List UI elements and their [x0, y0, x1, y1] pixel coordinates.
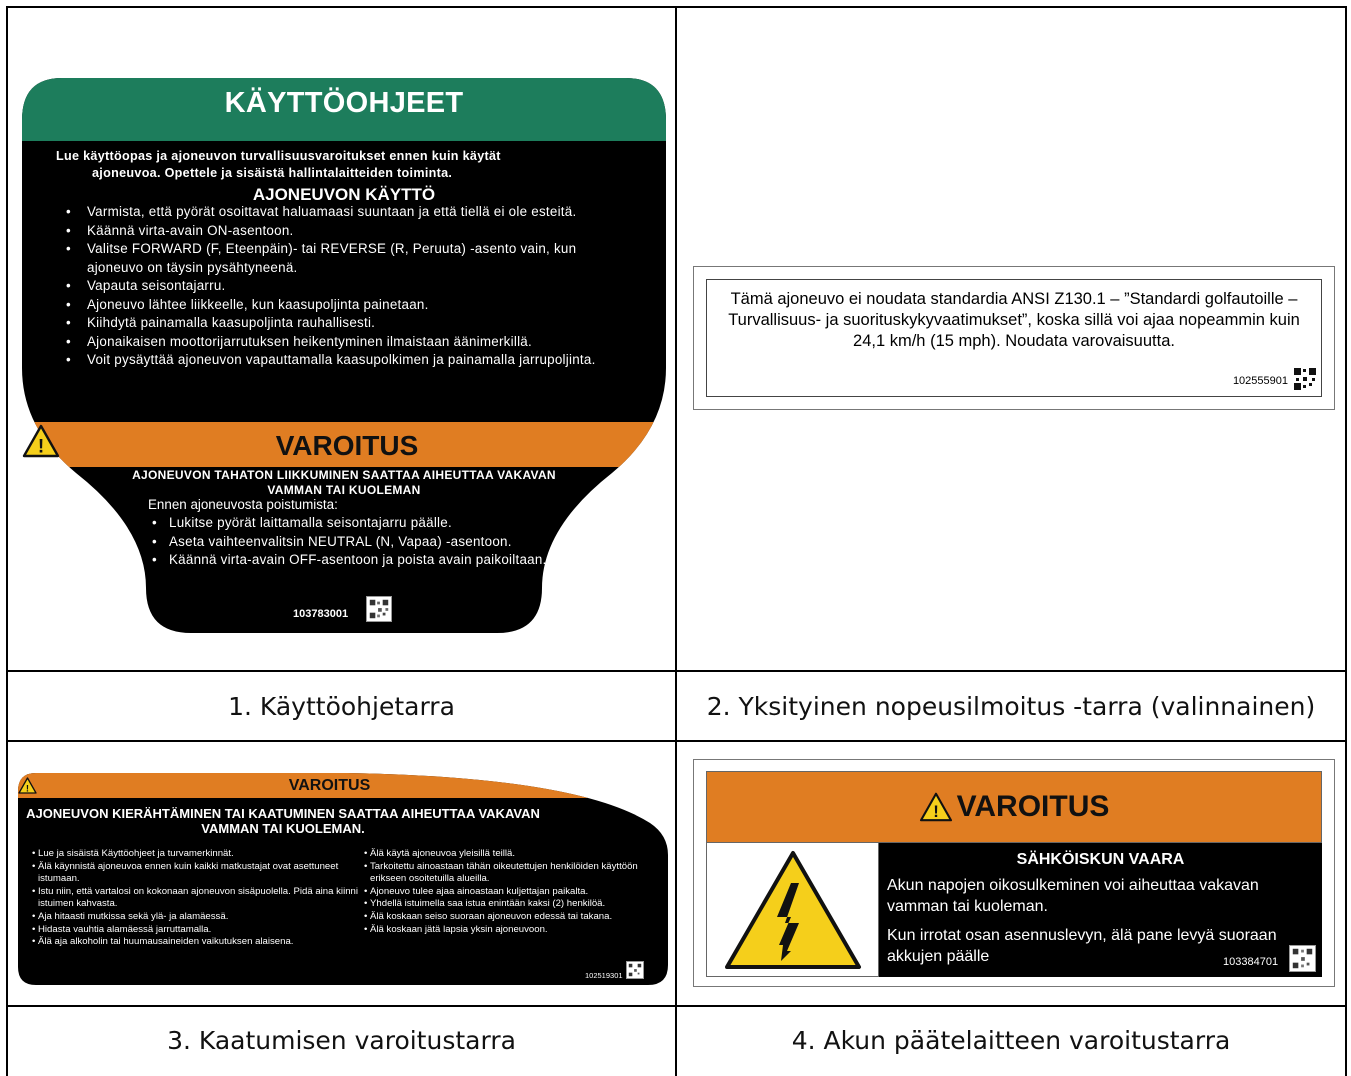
operating-steps-list: [66, 203, 606, 370]
list-item: • Lue ja sisäistä Käyttöohjeet ja turvamerkinnät.: [32, 848, 372, 861]
intro-line: Lue käyttöopas ja ajoneuvon turvallisuusvaroitukset ennen kuin käytät: [56, 149, 501, 163]
list-item: • Valitse FORWARD (F, Eteenpäin)- tai REVERSE (R, Peruuta) -asento vain, kun ajoneuvo on täysin pysähtyneenä.: [66, 240, 606, 277]
list-item: • Hidasta vauhtia alamäessä jarruttamalla.: [32, 924, 372, 937]
list-item: • Voit pysäyttää ajoneuvon vapauttamalla kaasupolkimen ja painamalla jarrupoljinta.: [66, 351, 606, 370]
part-number: 102519301: [585, 971, 623, 980]
warning-triangle-icon: [18, 777, 37, 794]
list-item: • Ajoneuvo lähtee liikkeelle, kun kaasupoljinta painetaan.: [66, 296, 606, 315]
battery-terminal-decal: [693, 759, 1335, 987]
warning-triangle-icon: [919, 792, 953, 822]
svg-text:!: !: [932, 802, 939, 822]
warning-triangle-icon: [22, 424, 60, 458]
part-number: 103783001: [293, 608, 349, 620]
qr-code-icon: [1289, 945, 1316, 972]
decal-title: KÄYTTÖOHJEET: [224, 87, 464, 119]
list-item: • Kiihdytä painamalla kaasupoljinta rauhallisesti.: [66, 314, 606, 333]
decal-subtitle: AJONEUVON KÄYTTÖ: [252, 185, 436, 204]
part-number: 103384701: [1223, 956, 1279, 968]
list-item: • Älä käytä ajoneuvoa yleisillä teillä.: [364, 848, 654, 861]
table-border-right: [1345, 6, 1347, 1076]
table-divider-vertical: [675, 6, 677, 1076]
rollover-rules-left: [32, 848, 372, 949]
hazard-text: Akun napojen oikosulkeminen voi aiheuttaa vakavan vamman tai kuoleman.: [887, 877, 1259, 915]
list-item: • Käännä virta-avain ON-asentoon.: [66, 222, 606, 241]
list-item: • Yhdellä istuimella saa istua enintään kaksi (2) henkilöä.: [364, 898, 654, 911]
list-item: • Tarkoitettu ainoastaan tähän oikeutettujen henkilöiden käyttöön erikseen osoitetuilla alueilla.: [364, 861, 654, 886]
operating-instructions-decal: [22, 78, 666, 633]
warning-banner: [706, 771, 1322, 843]
list-item: • Istu niin, että vartalosi on kokonaan ajoneuvon sisäpuolella. Pidä aina kiinni istuimen kahvasta.: [32, 886, 372, 911]
electric-shock-panel: [706, 843, 879, 977]
part-number: 102555901: [1232, 375, 1288, 387]
caption-4: 4. Akun päätelaitteen varoitustarra: [791, 1026, 1231, 1055]
warning-word: VAROITUS: [956, 790, 1110, 823]
caption-2: 2. Yksityinen nopeusilmoitus -tarra (valinnainen): [706, 691, 1316, 721]
list-item: • Älä koskaan seiso suoraan ajoneuvon edessä tai takana.: [364, 911, 654, 924]
warning-banner: [18, 777, 638, 795]
decal-intro: [56, 148, 616, 182]
notice-text: Tämä ajoneuvo ei noudata standardia ANSI Z130.1 – ”Standardi golfautoille – Turvallisuus- ja suorituskykyvaatimukset”, koska sillä voi ajaa nopeammin kuin 24,1 km/h (15 mph). Noudata varovaisuutta.: [728, 290, 1300, 350]
list-item: • Aseta vaihteenvalitsin NEUTRAL (N, Vapaa) -asentoon.: [148, 533, 568, 552]
before-leaving-heading: Ennen ajoneuvosta poistumista:: [148, 497, 338, 512]
electric-shock-icon: [707, 843, 878, 976]
rollover-rules-right: [364, 848, 654, 936]
warning-word: VAROITUS: [275, 430, 419, 461]
list-item: • Varmista, että pyörät osoittavat haluamaasi suuntaan ja että tiellä ei ole esteitä.: [66, 203, 606, 222]
list-item: • Käännä virta-avain OFF-asentoon ja poista avain paikoiltaan.: [148, 551, 568, 570]
svg-text:!: !: [37, 436, 45, 458]
warning-banner: [22, 424, 666, 468]
instruction-text: Kun irrotat osan asennuslevyn, älä pane levyä suoraan akkujen päälle: [887, 927, 1277, 965]
speed-notice-decal: [693, 266, 1335, 410]
list-item: • Älä koskaan jätä lapsia yksin ajoneuvoon.: [364, 924, 654, 937]
list-item: • Ajonaikaisen moottorijarrutuksen heikentyminen ilmaistaan äänimerkillä.: [66, 333, 606, 352]
list-item: • Ajoneuvo tulee ajaa ainoastaan kuljettajan paikalta.: [364, 886, 654, 899]
table-border-left: [6, 6, 8, 1076]
warning-text-panel: [879, 843, 1322, 977]
hazard-title: SÄHKÖISKUN VAARA: [1016, 851, 1185, 868]
warning-word: VAROITUS: [288, 777, 371, 794]
caption-3: 3. Kaatumisen varoitustarra: [167, 1026, 516, 1055]
leaving-steps-list: [148, 514, 568, 570]
list-item: • Aja hitaasti mutkissa sekä ylä- ja alamäessä.: [32, 911, 372, 924]
svg-text:!: !: [25, 783, 30, 794]
qr-code-icon: [1293, 367, 1317, 391]
list-item: • Älä käynnistä ajoneuvoa ennen kuin kaikki matkustajat ovat asettuneet istumaan.: [32, 861, 372, 886]
hazard-statement: AJONEUVON TAHATON LIIKKUMINEN SAATTAA AIHEUTTAA VAKAVAN VAMMAN TAI KUOLEMAN: [132, 468, 556, 497]
list-item: • Vapauta seisontajarru.: [66, 277, 606, 296]
qr-code-icon: [626, 961, 644, 979]
list-item: • Älä aja alkoholin tai huumausaineiden vaikutuksen alaisena.: [32, 936, 372, 949]
hazard-statement: AJONEUVON KIERÄHTÄMINEN TAI KAATUMINEN SAATTAA AIHEUTTAA VAKAVAN VAMMAN TAI KUOLEMAN.: [26, 806, 540, 836]
table-divider-2: [6, 740, 1347, 742]
qr-code-icon: [366, 596, 392, 622]
list-item: • Lukitse pyörät laittamalla seisontajarru päälle.: [148, 514, 568, 533]
intro-line: ajoneuvoa. Opettele ja sisäistä hallintalaitteiden toiminta.: [92, 166, 453, 180]
caption-1: 1. Käyttöohjetarra: [228, 691, 455, 721]
decal-inner-border: [706, 279, 1322, 397]
rollover-warning-decal: [18, 773, 668, 985]
